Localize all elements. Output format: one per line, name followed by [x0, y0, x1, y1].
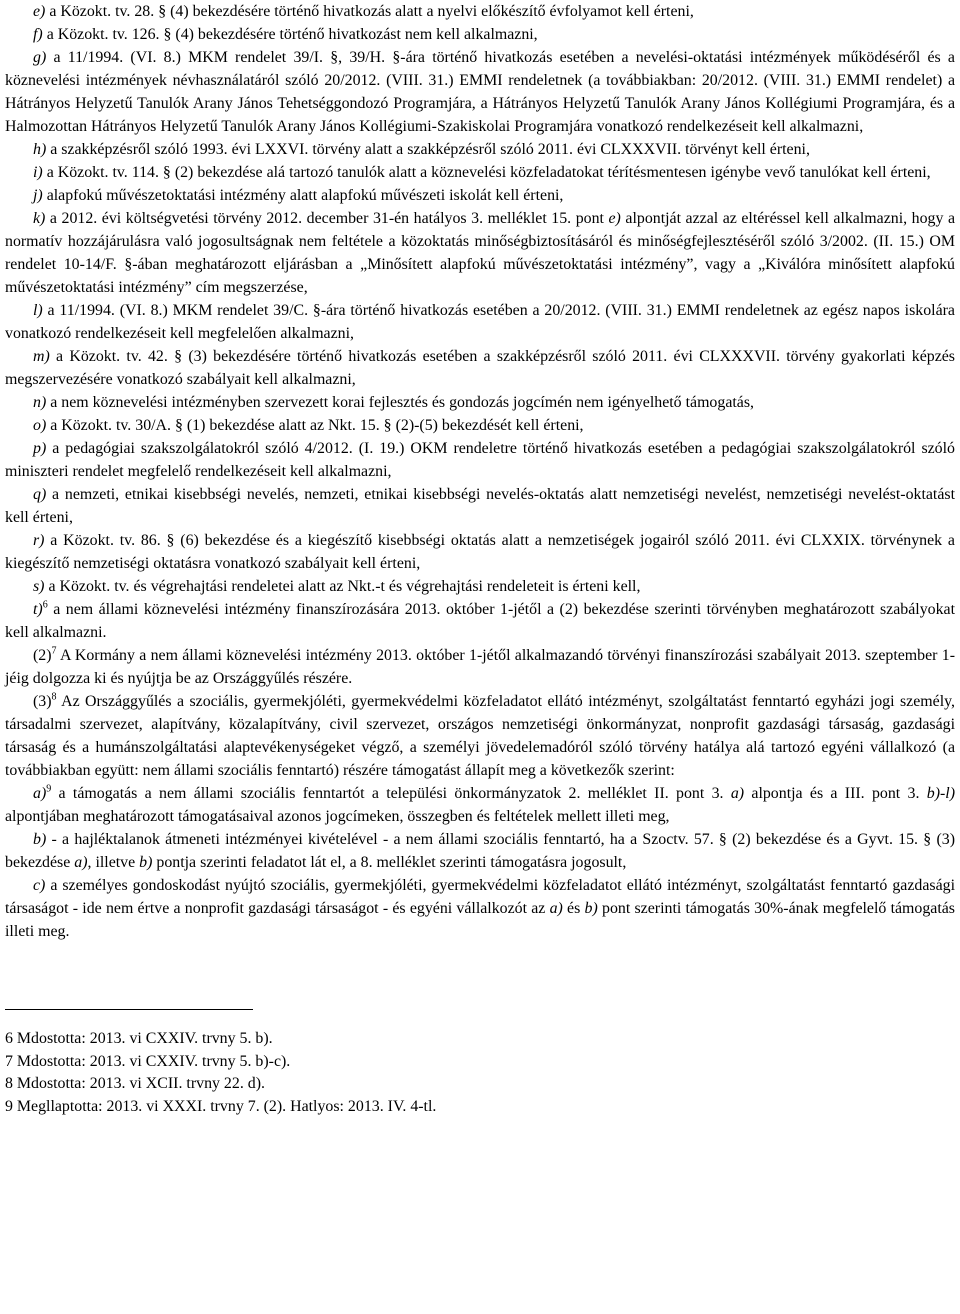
italic-label: g) [33, 49, 47, 66]
paragraph-text: a Közokt. tv. 42. § (3) bekezdésére történő hivatkozás esetében a szakképzésről szóló 2011. évi CLXXXVII. törvény gyakorlati képzés megszervezésére vonatkozó szabályait kell alkalmazni, [5, 348, 955, 388]
paragraph [5, 529, 955, 575]
paragraph [5, 23, 955, 46]
footnote-divider [5, 1009, 253, 1010]
footnote-reference: 9 [46, 783, 52, 795]
italic-label: j) [33, 187, 43, 204]
italic-label: a) [730, 785, 745, 802]
footnotes [5, 1028, 955, 1118]
footnote: 6 Mdostotta: 2013. vi CXXIV. trvny 5. b). [5, 1030, 273, 1047]
paragraph-text: alpontja és a III. pont 3. [744, 785, 927, 802]
paragraph-text: a nem állami köznevelési intézmény finanszírozására 2013. október 1-jétől a (2) bekezdése szerinti törvényben meghatározott szabályokat kell alkalmazni. [5, 601, 955, 641]
document-body [5, 0, 955, 943]
italic-label: l) [33, 302, 43, 319]
italic-label: a) [33, 785, 47, 802]
paragraph [5, 483, 955, 529]
paragraph [5, 414, 955, 437]
italic-label: n) [33, 394, 47, 411]
italic-label: r) [33, 532, 45, 549]
paragraph-text: a 2012. évi költségvetési törvény 2012. december 31-én hatályos 3. melléklet 15. pont [45, 210, 609, 227]
footnote-reference: 8 [51, 691, 57, 703]
paragraph-text: - a hajléktalanok átmeneti intézményei kivételével - a nem állami szociális fenntartó, ha a Szoctv. 57. § (2) bekezdése és a Gyvt. 15. § (3) bekezdése [5, 831, 955, 871]
paragraph [5, 161, 955, 184]
paragraph-text: (3) [33, 693, 52, 710]
paragraph [5, 138, 955, 161]
italic-label: o) [33, 417, 47, 434]
italic-label: b)-l) [926, 785, 955, 802]
paragraph-text: (2) [33, 647, 52, 664]
italic-label: m) [33, 348, 50, 365]
paragraph-text: a Közokt. tv. 28. § (4) bekezdésére történő hivatkozás alatt a nyelvi előkészítő évfolyamot kell érteni, [45, 3, 694, 20]
italic-label: e) [608, 210, 621, 227]
paragraph [5, 437, 955, 483]
paragraph [5, 690, 955, 782]
paragraph [5, 46, 955, 138]
footnote: 9 Megllaptotta: 2013. vi XXXI. trvny 7. (2). Hatlyos: 2013. IV. 4-tl. [5, 1097, 437, 1115]
italic-label: b) [584, 900, 598, 917]
italic-label: h) [33, 141, 47, 158]
paragraph-text: pont szerinti támogatás 30%-ának megfelelő támogatás illeti meg. [5, 900, 955, 940]
paragraph-text: és [562, 900, 585, 917]
paragraph [5, 644, 955, 690]
paragraph-text: , illetve [87, 854, 140, 871]
paragraph-text: a személyes gondoskodást nyújtó szociális, gyermekjóléti, gyermekvédelmi közfeladatot ellátó intézményt, szolgáltatást fenntartó gazdasági társaságot - ide nem értve a nonprofit gazdasági társaságot - és egyéni vállalkozót az [5, 877, 955, 917]
footnote: 7 Mdostotta: 2013. vi CXXIV. trvny 5. b)-c). [5, 1052, 291, 1070]
paragraph-text: a Közokt. tv. 114. § (2) bekezdése alá tartozó tanulók alatt a köznevelési közfeladatokat térítésmentesen igénybe vevő tanulókat kell érteni, [42, 164, 931, 181]
footnote: 8 Mdostotta: 2013. vi XCII. trvny 22. d). [5, 1075, 265, 1093]
paragraph-text: pontja szerinti feladatot lát el, a 8. melléklet szerinti támogatásra jogosult, [152, 854, 627, 871]
paragraph-text: a szakképzésről szóló 1993. évi LXXVI. törvény alatt a szakképzésről szóló 2011. évi CLXXXVII. törvényt kell érteni, [46, 141, 810, 158]
paragraph [5, 782, 955, 828]
italic-label: a) [74, 854, 88, 871]
paragraph [5, 598, 955, 644]
paragraph [5, 575, 955, 598]
paragraph [5, 874, 955, 943]
paragraph-text: a 11/1994. (VI. 8.) MKM rendelet 39/C. §-ára történő hivatkozás esetében a 20/2012. (VIII. 31.) EMMI rendeletnek az egész napos iskolára vonatkozó rendelkezéseit kell megfelelően alkalmazni, [5, 302, 955, 342]
paragraph-text: a nem köznevelési intézményben szervezett korai fejlesztés és gondozás jogcímén nem igényelhető támogatás, [46, 394, 754, 411]
paragraph-text: alpontját azzal az eltéréssel kell alkalmazni, hogy a normatív hozzájárulásra való jogosultságnak nem feltétele a közoktatás minőségbiztosításáról és minőségfejlesztéséről szóló 3/2002. (II. 15.) OM rendelet 10-14/F. §-ában meghatározott eljárásban a „Minősített alapfokú művészetoktatási intézmény”, vagy a „Kiválóra minősített alapfokú művészetoktatási intézmény” cím megszerzése, [5, 210, 955, 296]
paragraph-text: a pedagógiai szakszolgálatokról szóló 4/2012. (I. 19.) OKM rendeletre történő hivatkozás esetében a pedagógiai szakszolgálatokról szóló miniszteri rendelet megfelelő rendelkezéseit kell alkalmazni, [5, 440, 955, 480]
paragraph-text: A Kormány a nem állami köznevelési intézmény 2013. október 1-jétől alkalmazandó törvényi finanszírozási szabályait 2013. szeptember 1-jéig dolgozza ki és nyújtja be az Országgyűlés részére. [5, 647, 955, 687]
paragraph [5, 207, 955, 299]
paragraph [5, 0, 955, 23]
paragraph-text: a Közokt. tv. és végrehajtási rendeletei alatt az Nkt.-t és végrehajtási rendeleteit is érteni kell, [44, 578, 641, 595]
paragraph-text: a Közokt. tv. 30/A. § (1) bekezdése alatt az Nkt. 15. § (2)-(5) bekezdését kell érteni, [46, 417, 584, 434]
paragraph [5, 184, 955, 207]
paragraph [5, 299, 955, 345]
italic-label: k) [33, 210, 46, 227]
italic-label: t) [33, 601, 43, 618]
paragraph-text: a 11/1994. (VI. 8.) MKM rendelet 39/I. §, 39/H. §-ára történő hivatkozás esetében a nevelési-oktatási intézmények működéséről és a köznevelési intézmények névhasználatáról szóló 20/2012. (VIII. 31.) EMMI rendeletnek (a továbbiakban: 20/2012. (VIII. 31.) EMMI rendelet) a Hátrányos Helyzetű Tanulók Arany János Tehetséggondozó Programjára, a Hátrányos Helyzetű Tanulók Arany János Kollégiumi Programjára, és a Halmozottan Hátrányos Helyzetű Tanulók Arany János Kollégiumi-Szakiskolai Programjára vonatkozó rendelkezéseit kell alkalmazni, [5, 49, 955, 135]
paragraph [5, 391, 955, 414]
paragraph-text: a Közokt. tv. 86. § (6) bekezdése és a kiegészítő kisebbségi oktatás alatt a nemzetiségek jogairól szóló 2011. évi CLXXIX. törvénynek a kiegészítő nemzetiségi oktatásra vonatkozó szabályait kell érteni, [5, 532, 955, 572]
italic-label: b) [33, 831, 47, 848]
paragraph-text: a támogatás a nem állami szociális fenntartót a települési önkormányzatok 2. melléklet II. pont 3. [51, 785, 731, 802]
italic-label: i) [33, 164, 43, 181]
footnote-reference: 6 [42, 599, 48, 611]
paragraph-text: a nemzeti, etnikai kisebbségi nevelés, nemzeti, etnikai kisebbségi nevelés-oktatás alatt nemzetiségi nevelést, nemzetiségi nevelést-oktatást kell érteni, [5, 486, 955, 526]
paragraph [5, 828, 955, 874]
paragraph [5, 345, 955, 391]
italic-label: a) [549, 900, 563, 917]
paragraph-text: alapfokú művészetoktatási intézmény alatt alapfokú művészeti iskolát kell érteni, [42, 187, 564, 204]
paragraph-text: a Közokt. tv. 126. § (4) bekezdésére történő hivatkozást nem kell alkalmazni, [42, 26, 538, 43]
italic-label: p) [33, 440, 47, 457]
paragraph-text: alpontjában meghatározott támogatásaival azonos jogcímeken, összegben és feltételek mellett illeti meg, [5, 808, 670, 825]
italic-label: f) [33, 26, 43, 43]
italic-label: b) [139, 854, 153, 871]
italic-label: e) [33, 3, 46, 20]
italic-label: q) [33, 486, 47, 503]
italic-label: c) [33, 877, 46, 894]
italic-label: s) [33, 578, 45, 595]
footnote-reference: 7 [51, 645, 57, 657]
paragraph-text: Az Országgyűlés a szociális, gyermekjóléti, gyermekvédelmi közfeladatot ellátó intézményt, szolgáltatást fenntartó egyházi jogi személy, társadalmi szervezet, alapítvány, közalapítvány, civil szervezet, országos nemzetiségi önkormányzat, nonprofit gazdasági társaság, gazdasági társaság és a humánszolgáltatási alaptevékenységeket végző, a személyi jövedelemadóról szóló törvény hatálya alá tartozó egyéni vállalkozó (a továbbiakban együtt: nem állami szociális fenntartó) részére támogatást állapít meg a következők szerint: [5, 693, 955, 779]
